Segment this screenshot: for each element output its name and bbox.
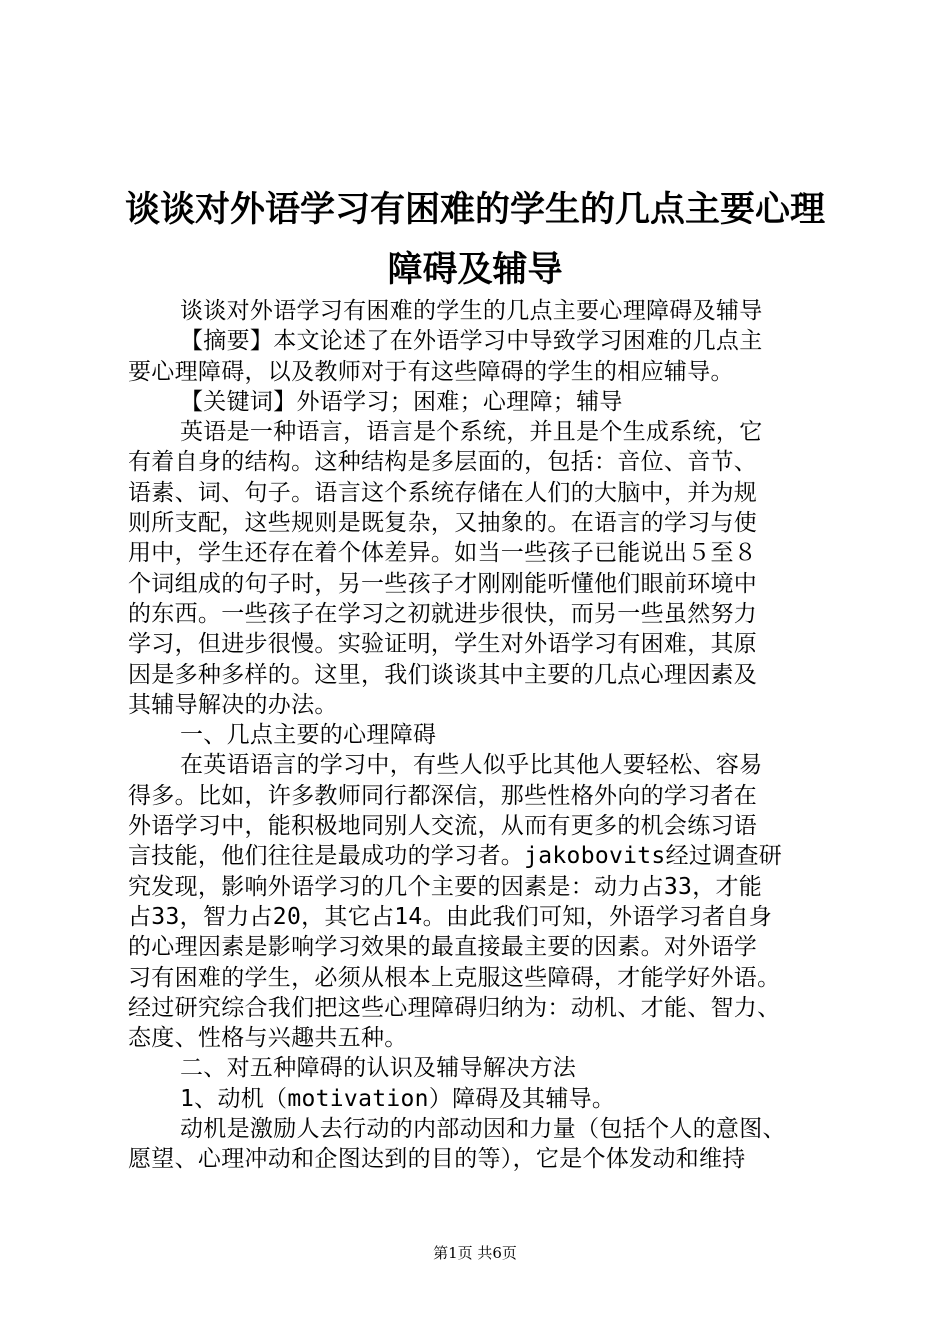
text-line: 其辅导解决的办法。 xyxy=(128,691,338,718)
page-footer: 第1页 共6页 xyxy=(433,1244,517,1262)
text-line: 究发现，影响外语学习的几个主要的因素是：动力占33，才能 xyxy=(128,873,763,900)
text-line: 经过研究综合我们把这些心理障碍归纳为：动机、才能、智力、 xyxy=(128,994,781,1021)
text-line: 谈谈对外语学习有困难的学生的几点主要心理障碍及辅导 xyxy=(180,298,763,324)
document-title-line-1: 谈谈对外语学习有困难的学生的几点主要心理 xyxy=(124,189,825,230)
text-line: 【关键词】外语学习；困难；心理障；辅导 xyxy=(180,388,623,415)
text-line: 在英语语言的学习中，有些人似乎比其他人要轻松、容易 xyxy=(180,752,763,779)
text-line: 英语是一种语言，语言是个系统，并且是个生成系统，它 xyxy=(180,419,763,446)
text-line: 言技能，他们往往是最成功的学习者。jakobovits经过调查研 xyxy=(128,843,783,870)
text-line: 占33，智力占20，其它占14。由此我们可知，外语学习者自身 xyxy=(128,903,773,930)
text-line: 有着自身的结构。这种结构是多层面的，包括：音位、音节、 xyxy=(128,449,758,476)
text-line: 二、对五种障碍的认识及辅导解决方法 xyxy=(180,1055,577,1082)
text-line: 要心理障碍，以及教师对于有这些障碍的学生的相应辅导。 xyxy=(128,358,734,385)
text-line: 态度、性格与兴趣共五种。 xyxy=(128,1025,408,1052)
text-line: 用中，学生还存在着个体差异。如当一些孩子已能说出５至８ xyxy=(128,540,758,567)
document-body xyxy=(128,296,850,1175)
text-line: 的心理因素是影响学习效果的最直接最主要的因素。对外语学 xyxy=(128,934,758,961)
text-line: 的东西。一些孩子在学习之初就进步很快，而另一些虽然努力 xyxy=(128,600,758,627)
text-line: 外语学习中，能积极地同别人交流，从而有更多的机会练习语 xyxy=(128,813,758,840)
text-line: 一、几点主要的心理障碍 xyxy=(180,722,437,749)
text-line: 动机是激励人去行动的内部动因和力量（包括个人的意图、 xyxy=(180,1116,786,1143)
text-line: 学习，但进步很慢。实验证明，学生对外语学习有困难，其原 xyxy=(128,631,758,658)
text-line: 因是多种多样的。这里，我们谈谈其中主要的几点心理因素及 xyxy=(128,661,758,688)
text-line: 习有困难的学生，必须从根本上克服这些障碍，才能学好外语。 xyxy=(128,964,781,991)
text-line: 个词组成的句子时，另一些孩子才刚刚能听懂他们眼前环境中 xyxy=(128,570,758,597)
text-line: 1、动机（motivation）障碍及其辅导。 xyxy=(180,1085,616,1112)
document-title-line-2: 障碍及辅导 xyxy=(387,249,563,290)
text-line: 语素、词、句子。语言这个系统存储在人们的大脑中，并为规 xyxy=(128,479,758,506)
text-line: 得多。比如，许多教师同行都深信，那些性格外向的学习者在 xyxy=(128,782,758,809)
text-line: 则所支配，这些规则是既复杂，又抽象的。在语言的学习与使 xyxy=(128,510,758,537)
text-line: 愿望、心理冲动和企图达到的目的等），它是个体发动和维持 xyxy=(128,1146,746,1173)
text-line: 【摘要】本文论述了在外语学习中导致学习困难的几点主 xyxy=(180,328,763,355)
